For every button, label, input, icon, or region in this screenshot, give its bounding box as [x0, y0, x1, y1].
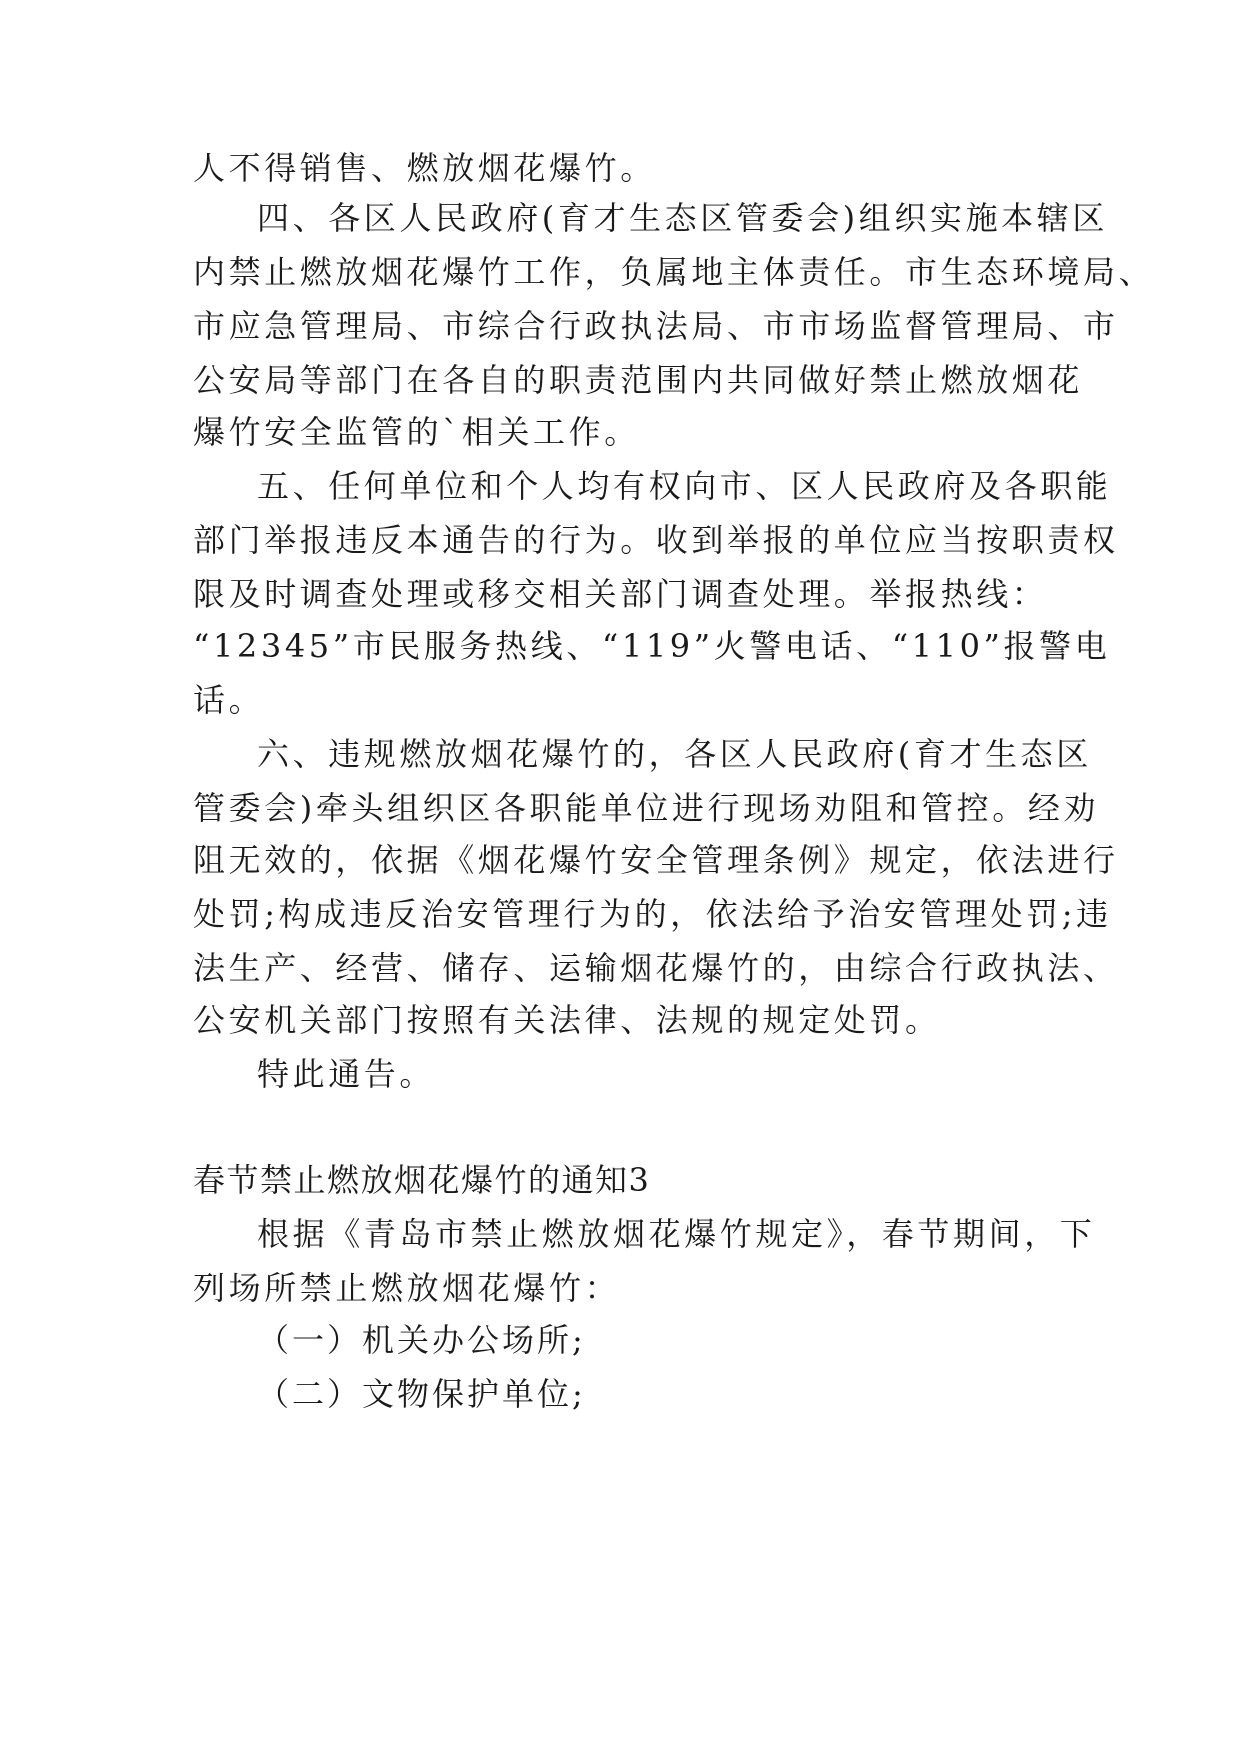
text-line: 话。	[193, 681, 265, 719]
text-line: 阻无效的，依据《烟花爆竹安全管理条例》规定，依法进行	[193, 841, 1119, 879]
section-heading: 春节禁止燃放烟花爆竹的通知3	[193, 1161, 651, 1199]
paragraph-four-line: 四、各区人民政府(育才生态区管委会)组织实施本辖区	[257, 199, 1108, 237]
text-line: “12345”市民服务热线、“119”火警电话、“110”报警电	[193, 627, 1111, 665]
paragraph-six-line: 六、违规燃放烟花爆竹的，各区人民政府(育才生态区	[257, 735, 1092, 773]
text-line: 管委会)牵头组织区各职能单位进行现场劝阻和管控。经劝	[193, 789, 1100, 827]
text-line: 公安局等部门在各自的职责范围内共同做好禁止燃放烟花	[193, 361, 1084, 399]
text-line: 处罚;构成违反治安管理行为的，依法给予治安管理处罚;违	[193, 895, 1112, 933]
text-line: 爆竹安全监管的`相关工作。	[193, 413, 640, 451]
text-line: 公安机关部门按照有关法律、法规的规定处罚。	[193, 1001, 941, 1039]
text-line: 部门举报违反本通告的行为。收到举报的单位应当按职责权	[193, 521, 1119, 559]
paragraph-five-line: 五、任何单位和个人均有权向市、区人民政府及各职能	[257, 467, 1112, 505]
text-line: 法生产、经营、储存、运输烟花爆竹的，由综合行政执法、	[193, 949, 1119, 987]
text-line: 内禁止燃放烟花爆竹工作，负属地主体责任。市生态环境局、	[193, 253, 1155, 291]
list-item: （一）机关办公场所;	[257, 1321, 586, 1359]
list-item: （二）文物保护单位;	[257, 1375, 586, 1413]
closing-line: 特此通告。	[257, 1055, 436, 1093]
text-line: 限及时调查处理或移交相关部门调查处理。举报热线：	[193, 575, 1048, 613]
intro-line: 根据《青岛市禁止燃放烟花爆竹规定》，春节期间，下	[257, 1215, 1096, 1253]
text-line: 市应急管理局、市综合行政执法局、市市场监督管理局、市	[193, 307, 1119, 345]
text-line: 列场所禁止燃放烟花爆竹：	[193, 1269, 621, 1307]
text-line: 人不得销售、燃放烟花爆竹。	[193, 149, 656, 187]
